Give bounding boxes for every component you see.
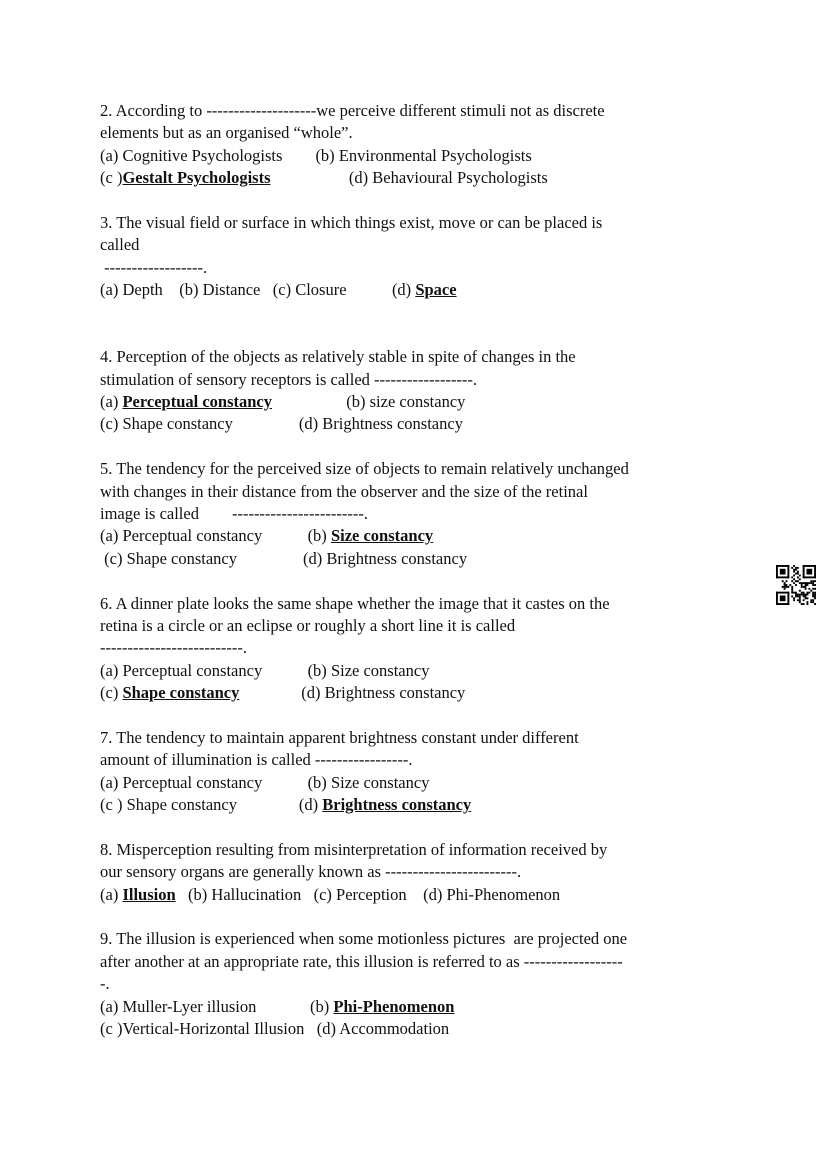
option-row bbox=[100, 413, 730, 435]
question-stem-line: 9. The illusion is experienced when some motionless pictures are projected one bbox=[100, 929, 628, 949]
option-letter: (d) bbox=[316, 1019, 340, 1039]
question-block bbox=[100, 727, 730, 817]
option-row bbox=[100, 660, 730, 682]
option-spacing bbox=[262, 661, 307, 680]
option-letter: (c) bbox=[100, 548, 127, 568]
option-spacing bbox=[262, 773, 307, 792]
answer-option bbox=[299, 795, 471, 814]
question-block bbox=[100, 458, 730, 570]
correct-answer-text: Space bbox=[415, 280, 457, 300]
option-text: size constancy bbox=[369, 392, 466, 412]
option-row bbox=[100, 279, 730, 301]
correct-answer-text: Brightness constancy bbox=[322, 795, 472, 815]
option-text: Perceptual constancy bbox=[122, 526, 263, 546]
question-stem-line: 5. The tendency for the perceived size of objects to remain relatively unchanged bbox=[100, 459, 629, 479]
option-letter: (a) bbox=[100, 884, 123, 904]
question-stem bbox=[100, 593, 730, 660]
option-text: Environmental Psychologists bbox=[338, 145, 532, 165]
option-text: Perceptual constancy bbox=[122, 660, 263, 680]
option-row bbox=[100, 525, 730, 547]
option-text: Phi-Phenomenon bbox=[446, 884, 561, 904]
option-letter: (a) bbox=[100, 772, 123, 792]
correct-answer-text: Phi-Phenomenon bbox=[333, 996, 455, 1016]
option-spacing bbox=[271, 168, 349, 187]
answer-option bbox=[100, 885, 188, 904]
option-spacing bbox=[233, 414, 299, 433]
answer-option bbox=[308, 526, 434, 545]
question-stem-line: 7. The tendency to maintain apparent brightness constant under different bbox=[100, 727, 579, 747]
option-row bbox=[100, 884, 730, 906]
question-block bbox=[100, 593, 730, 705]
option-letter: (a) bbox=[100, 145, 123, 165]
option-text: Muller-Lyer illusion bbox=[122, 996, 257, 1016]
option-letter: (b) bbox=[315, 145, 339, 165]
option bbox=[100, 661, 308, 680]
option bbox=[423, 885, 560, 904]
option-letter: (c ) bbox=[100, 795, 127, 815]
option bbox=[188, 885, 314, 904]
option bbox=[349, 168, 548, 187]
option bbox=[100, 795, 299, 814]
option-row bbox=[100, 391, 730, 413]
option-text: Shape constancy bbox=[126, 795, 238, 815]
option-letter: (c ) bbox=[100, 168, 123, 188]
option bbox=[308, 773, 430, 792]
option-spacing bbox=[237, 549, 303, 568]
answer-option bbox=[100, 168, 349, 187]
option-text: Accommodation bbox=[339, 1019, 450, 1039]
option-spacing bbox=[176, 885, 188, 904]
option bbox=[314, 885, 424, 904]
option bbox=[100, 526, 308, 545]
option-text: Perception bbox=[336, 884, 407, 904]
question-stem-line: retina is a circle or an eclipse or roughly a short line it is called bbox=[100, 616, 516, 635]
option-text: Shape constancy bbox=[122, 414, 233, 434]
question-block bbox=[100, 839, 730, 906]
option-text: Hallucination bbox=[211, 884, 302, 904]
question-stem-line: ------------------. bbox=[100, 257, 208, 277]
question-stem-line: 2. According to --------------------we perceive different stimuli not as discrete bbox=[100, 101, 605, 120]
option-letter: (c) bbox=[100, 414, 123, 434]
option-letter: (c ) bbox=[100, 1019, 123, 1039]
option-row bbox=[100, 772, 730, 794]
option-letter: (d) bbox=[301, 683, 325, 703]
option bbox=[179, 280, 272, 299]
option-spacing bbox=[272, 392, 346, 411]
question-block bbox=[100, 212, 730, 302]
question-stem bbox=[100, 839, 730, 884]
option-letter: (b) bbox=[188, 884, 212, 904]
question-stem-line: 8. Misperception resulting from misinterpretation of information received by bbox=[100, 839, 608, 859]
correct-answer-text: Size constancy bbox=[330, 526, 434, 546]
option-row bbox=[100, 1018, 730, 1040]
question-block bbox=[100, 928, 730, 1040]
option-letter: (b) bbox=[179, 280, 203, 300]
question-stem bbox=[100, 346, 730, 391]
option-text: Shape constancy bbox=[126, 548, 238, 568]
option-letter: (b) bbox=[307, 772, 331, 792]
option-spacing bbox=[260, 280, 272, 299]
question-block bbox=[100, 346, 730, 436]
correct-answer-text: Illusion bbox=[122, 884, 176, 904]
option-letter: (a) bbox=[100, 280, 123, 300]
option-letter: (a) bbox=[100, 526, 123, 546]
option-text: Closure bbox=[295, 280, 347, 300]
option-text: Size constancy bbox=[330, 772, 430, 792]
option bbox=[315, 146, 531, 165]
option-text: Perceptual constancy bbox=[122, 772, 263, 792]
option-letter: (d) bbox=[298, 795, 323, 815]
option-row bbox=[100, 794, 730, 816]
option-letter: (d) bbox=[298, 414, 323, 434]
question-stem-line: --------------------------. bbox=[100, 638, 247, 658]
answer-option bbox=[100, 683, 301, 702]
option bbox=[100, 773, 308, 792]
option bbox=[308, 661, 430, 680]
option-letter: (d) bbox=[348, 168, 373, 188]
option-letter: (a) bbox=[100, 996, 123, 1016]
question-stem-line: -. bbox=[100, 974, 110, 994]
option-text: Cognitive Psychologists bbox=[122, 145, 283, 165]
question-stem bbox=[100, 928, 730, 995]
option-spacing bbox=[163, 280, 180, 299]
option-letter: (b) bbox=[346, 392, 370, 412]
question-stem bbox=[100, 212, 730, 279]
question-stem-line: called bbox=[100, 235, 140, 255]
option-letter: (b) bbox=[307, 526, 331, 546]
question-stem-line: with changes in their distance from the observer and the size of the retinal bbox=[100, 481, 588, 501]
question-stem-line: amount of illumination is called -----------------. bbox=[100, 750, 413, 770]
option-text: Brightness constancy bbox=[324, 683, 466, 703]
option bbox=[100, 280, 179, 299]
option bbox=[273, 280, 392, 299]
question-stem-line: 6. A dinner plate looks the same shape whether the image that it castes on the bbox=[100, 593, 610, 613]
question-stem-line: after another at an appropriate rate, this illusion is referred to as ------------------ bbox=[100, 951, 623, 971]
option-letter: (a) bbox=[100, 660, 123, 680]
option-spacing bbox=[301, 885, 313, 904]
question-stem-line: elements but as an organised “whole”. bbox=[100, 123, 353, 143]
answer-option bbox=[310, 997, 454, 1016]
option-letter: (c) bbox=[100, 683, 123, 703]
option-row bbox=[100, 145, 730, 167]
option-spacing bbox=[256, 997, 310, 1016]
correct-answer-text: Gestalt Psychologists bbox=[122, 168, 271, 188]
option-row bbox=[100, 167, 730, 189]
option-letter: (a) bbox=[100, 392, 123, 412]
option-letter: (c) bbox=[313, 884, 337, 904]
option-spacing bbox=[239, 683, 301, 702]
option bbox=[346, 392, 465, 411]
qr-code-icon bbox=[776, 565, 816, 605]
option bbox=[100, 549, 303, 568]
option-text: Size constancy bbox=[330, 660, 430, 680]
correct-answer-text: Shape constancy bbox=[122, 683, 240, 703]
option-text: Brightness constancy bbox=[326, 548, 468, 568]
option-row bbox=[100, 996, 730, 1018]
option bbox=[100, 146, 315, 165]
answer-option bbox=[100, 392, 346, 411]
question-stem-line: 3. The visual field or surface in which things exist, move or can be placed is bbox=[100, 212, 603, 232]
option bbox=[301, 683, 465, 702]
option-spacing bbox=[304, 1019, 316, 1038]
option-text: Behavioural Psychologists bbox=[372, 168, 548, 188]
option-spacing bbox=[282, 146, 315, 165]
option bbox=[317, 1019, 449, 1038]
answer-option bbox=[392, 280, 457, 299]
option-text: Depth bbox=[122, 280, 163, 300]
option-letter: (d) bbox=[423, 884, 447, 904]
question-list bbox=[100, 100, 730, 1063]
option-text: Brightness constancy bbox=[322, 414, 463, 434]
question-stem-line: stimulation of sensory receptors is called ------------------. bbox=[100, 369, 478, 389]
option-letter: (b) bbox=[307, 660, 331, 680]
option-spacing bbox=[237, 795, 299, 814]
question-stem-line: our sensory organs are generally known as ------------------------. bbox=[100, 862, 522, 882]
option bbox=[303, 549, 467, 568]
option bbox=[100, 414, 299, 433]
question-stem bbox=[100, 100, 730, 145]
option bbox=[299, 414, 463, 433]
question-block bbox=[100, 100, 730, 190]
option bbox=[100, 1019, 317, 1038]
option-text: Vertical-Horizontal Illusion bbox=[122, 1019, 305, 1039]
option-spacing bbox=[262, 526, 307, 545]
option-letter: (b) bbox=[310, 996, 334, 1016]
option-letter: (c) bbox=[272, 280, 296, 300]
option-letter: (d) bbox=[391, 280, 416, 300]
question-stem bbox=[100, 458, 730, 525]
option-row bbox=[100, 682, 730, 704]
question-stem bbox=[100, 727, 730, 772]
question-stem-line: 4. Perception of the objects as relatively stable in spite of changes in the bbox=[100, 347, 576, 367]
option-letter: (d) bbox=[303, 548, 327, 568]
option-row bbox=[100, 548, 730, 570]
question-stem-line: image is called ------------------------. bbox=[100, 504, 368, 524]
option bbox=[100, 997, 310, 1016]
option-text: Distance bbox=[202, 280, 261, 300]
option-spacing bbox=[347, 280, 392, 299]
option-spacing bbox=[407, 885, 424, 904]
correct-answer-text: Perceptual constancy bbox=[122, 392, 273, 412]
